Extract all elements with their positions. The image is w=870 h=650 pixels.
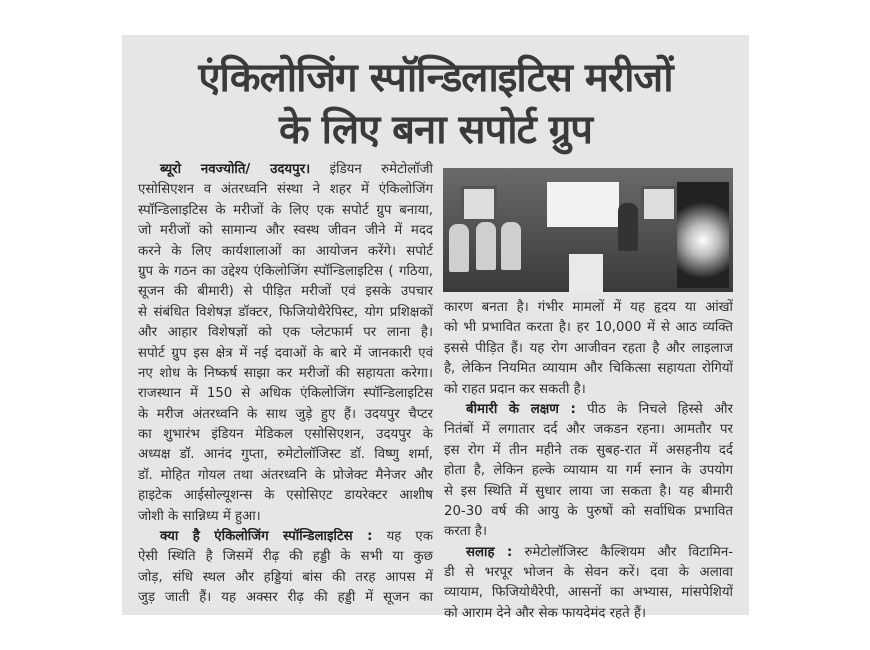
speaker (618, 203, 638, 251)
person (449, 224, 469, 272)
headline-line-1: एंकिलोजिंग स्पॉन्डिलाइटिस मरीजों (198, 55, 673, 101)
wall-frame (461, 186, 497, 222)
text-line: करता है। (444, 524, 488, 540)
right-column (444, 298, 733, 624)
text-line: ऐसी स्थिति है जिसमें रीढ़ की हड्डी के सभी या कुछ (138, 549, 433, 565)
text-line: व्यायाम, फिजियोथैरेपी, आसनों का अभ्यास, मांसपेशियों (444, 585, 733, 601)
text-line: ब्यूरो नवज्योति/ उदयपुर। इंडियन रुमेटोलॉजी (160, 162, 433, 177)
symptoms-subhead: बीमारी के लक्षण : (466, 401, 576, 417)
text-line: ग्रुप के गठन का उद्देश्य एंकिलोजिंग स्पॉन्डिलाइटिस ( गठिया, (138, 263, 433, 279)
text-line: जुड़ जाती हैं। यह अक्सर रीढ़ की हड्डी में सूजन का (138, 590, 433, 606)
text-line: बीमारी के लक्षण : पीठ के निचले हिस्से और (466, 401, 733, 417)
text-line: कारण बनता है। गंभीर मामलों में यह हृदय या आंखों (444, 300, 733, 315)
text-line: होता है, लेकिन हल्के व्यायाम या गर्म स्नान के उपयोग (444, 463, 733, 479)
text-line: से संबंधित विशेषज्ञ डॉक्टर, फिजियोथैरेपिस्ट, योग प्रशिक्षकों (138, 304, 433, 320)
subhead: क्या है एंकिलोजिंग स्पॉन्डिलाइटिस : (160, 529, 373, 545)
text-line: राजस्थान में 150 से अधिक एंकिलोजिंग स्पॉन्डिलाइटिस (138, 386, 433, 402)
text-line: करने के लिए कार्यशालाओं का आयोजन करेंगे। सपोर्ट (138, 243, 433, 259)
text-line: सूजन की बीमारी) से पीड़ित मरीजों एवं इसके उपचार (138, 284, 433, 300)
podium (569, 254, 603, 292)
text-line: से इस स्थिति में सुधार लाया जा सकता है। यह बीमारी (444, 483, 733, 499)
text-line: इससे पीड़ित हैं। यह रोग आजीवन रहता है और लाइलाज (444, 340, 733, 356)
text-line: सलाह : रुमेटोलॉजिस्ट कैल्शियम और विटामिन- (466, 544, 733, 560)
text-line: है, लेकिन नियमित व्यायाम और चिकित्सा सहायता रोगियों (444, 361, 733, 377)
text-line: नए शोध के निष्कर्ष साझा कर मरीजों की सहायता करेगा। (138, 365, 433, 381)
text-line: जो मरीजों को सामान्य और स्वस्थ जीवन जीने में मदद (138, 223, 433, 239)
text-line: को आराम देने और सेक फायदेमंद रहते हैं। (444, 605, 647, 621)
text-line: स्पॉन्डिलाइटिस के मरीजों के लिए एक सपोर्ट ग्रुप बनाया, (138, 202, 433, 218)
text-line: का शुभारंभ इंडियन मेडिकल एसोसिएशन, उदयपुर के (138, 427, 433, 443)
text-line: जोशी के सान्निध्य में हुआ। (138, 508, 261, 524)
text-line: नितंबों में लगातार दर्द और जकडन रहना। आमतौर पर (444, 422, 733, 438)
banner (677, 182, 729, 288)
projector-screen (547, 182, 619, 227)
text-line: इस रोग में तीन महीने तक सुबह-रात में असहनीय दर्द (444, 442, 733, 458)
person (501, 222, 521, 270)
wall-frame (641, 186, 677, 222)
text-line: अध्यक्ष डॉ. आनंद गुप्ता, रुमेटोलॉजिस्ट डॉ. विष्णु शर्मा, (138, 447, 433, 463)
text-line: को राहत प्रदान कर सकती है। (444, 381, 586, 397)
advice-subhead: सलाह : (466, 544, 513, 560)
text-line: और आहार विशेषज्ञों को एक प्लेटफार्म पर लाना है। (138, 325, 433, 341)
text-line: डी से भरपूर भोजन के सेवन करें। दवा के अलावा (444, 565, 733, 581)
text-line: जोड़, संधि स्थल और हड्डियां बांस की तरह आपस में (138, 569, 433, 585)
text-line: एसोसिएशन व अंतरध्वनि संस्था ने शहर में एंकिलोजिंग (138, 182, 433, 198)
text-line: हाइटेक आईसोल्यूशन्स के एसोसिएट डायरेक्टर आशीष (138, 488, 433, 504)
person (476, 222, 496, 270)
left-column (138, 160, 433, 609)
text-line: डॉ. मोहित गोयल तथा अंतरध्वनि के प्रोजेक्ट मैनेजर और (138, 467, 433, 483)
text-line: के मरीज अंतरध्वनि के साथ जुड़े हुए हैं। उदयपुर चैप्टर (138, 406, 433, 422)
text-line: क्या है एंकिलोजिंग स्पॉन्डिलाइटिस : यह एक (160, 529, 433, 545)
headline-line-2: के लिए बना सपोर्ट ग्रुप (279, 107, 592, 153)
text-line: 20-30 वर्ष की आयु के पुरुषों को सर्वाधिक प्रभावित (444, 503, 733, 519)
text-line: को भी प्रभावित करता है। हर 10,000 में से आठ व्यक्ति (444, 320, 733, 336)
text-line: सपोर्ट ग्रुप इस क्षेत्र में नई दवाओं के बारे में जानकारी एवं (138, 345, 433, 361)
event-photo (443, 168, 733, 292)
dateline: ब्यूरो नवज्योति/ उदयपुर। (160, 162, 311, 177)
